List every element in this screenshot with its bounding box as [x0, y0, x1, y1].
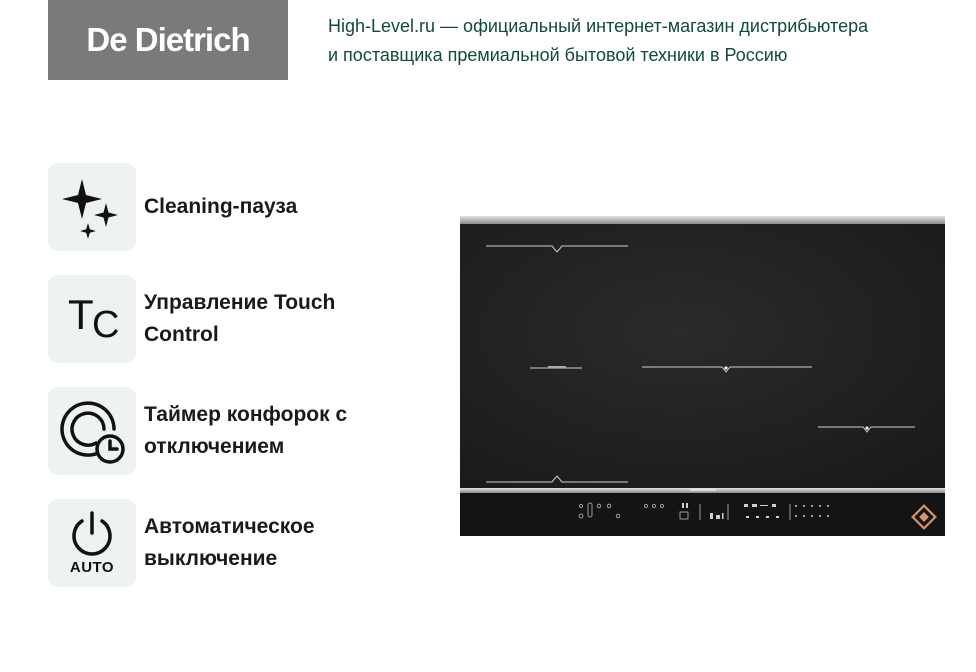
feature-cleaning-pause: [48, 163, 388, 251]
feature-label: [144, 287, 335, 351]
header-tagline: [328, 12, 948, 70]
sparkles-icon: [60, 175, 124, 239]
feature-label-line-1: Таймер конфорок с: [144, 403, 348, 426]
feature-icon-box: [48, 499, 136, 587]
auto-power-icon-group: [68, 511, 116, 576]
feature-label-line-2: выключение: [144, 547, 278, 570]
auto-icon-label: AUTO: [69, 558, 115, 576]
feature-auto-off: [48, 499, 388, 587]
tc-icon-c: C: [92, 304, 120, 346]
feature-label: [144, 399, 347, 463]
feature-icon-box: [48, 275, 136, 363]
power-icon: [68, 511, 116, 557]
touch-control-icon: [64, 291, 120, 346]
feature-label-line-2: Control: [144, 323, 219, 346]
feature-label-line-2: отключением: [144, 435, 285, 458]
feature-burner-timer: [48, 387, 388, 475]
feature-label-line-1: Управление Touch: [144, 291, 336, 314]
cooktop-illustration: [460, 216, 945, 536]
feature-touch-control: [48, 275, 388, 363]
tc-icon-t: T: [68, 291, 94, 338]
feature-label: [144, 191, 297, 223]
feature-label-line-1: Cleaning-пауза: [144, 195, 298, 218]
tagline-line-1: High-Level.ru — официальный интернет-магазин дистрибьютера: [328, 16, 869, 36]
feature-icon-box: [48, 163, 136, 251]
timer-icon: [56, 395, 128, 467]
tagline-line-2: и поставщика премиальной бытовой техники в Россию: [328, 45, 788, 65]
feature-label-line-1: Автоматическое: [144, 515, 315, 538]
brand-logo-text: De Dietrich: [86, 21, 250, 58]
brand-logo[interactable]: [48, 0, 288, 80]
cooktop-product-image: [460, 216, 945, 536]
feature-icon-box: [48, 387, 136, 475]
feature-label: [144, 511, 315, 575]
